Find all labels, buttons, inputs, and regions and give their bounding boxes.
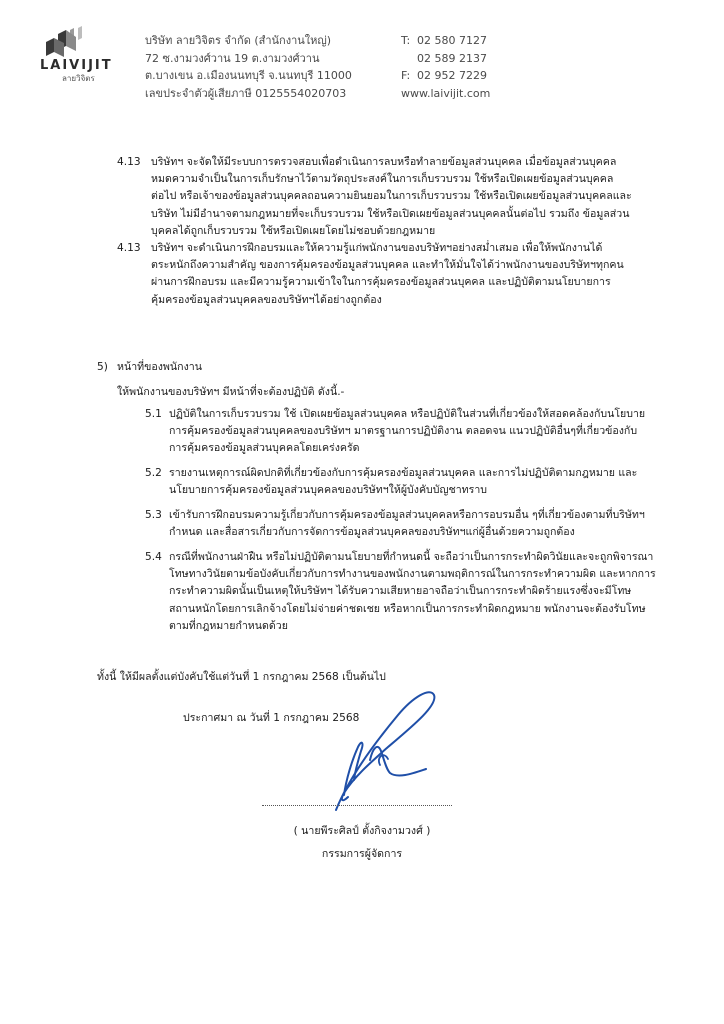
clause-line: บุคคลได้ถูกเก็บรวบรวม ใช้หรือเปิดเผยโดยไม่ชอบด้วยกฎหมาย [151, 224, 436, 237]
signer-position: กรรมการผู้จัดการ [321, 848, 403, 860]
tel-number: 02 589 2137 [417, 51, 487, 65]
logo-subtitle: ลายวิจิตร [62, 74, 95, 83]
company-line: ต.บางเขน อ.เมืองนนทบุรี จ.นนทบุรี 11000 [145, 69, 352, 82]
tel-number: 02 580 7127 [417, 34, 487, 47]
clause-line: หมดความจำเป็นในการเก็บรักษาไว้ตามวัตถุประสงค์ในการเก็บรวบรวม ใช้หรือเปิดเผยข้อมูลส่วนบุคคล [151, 173, 614, 186]
clause-line: ผ่านการฝึกอบรม และมีความรู้ความเข้าใจในการคุ้มครองข้อมูลส่วนบุคคล และปฏิบัติตามนโยบายการ [151, 276, 611, 289]
item-line: ตามที่กฎหมายกำหนดด้วย [169, 619, 288, 632]
item-number: 5.3 [145, 509, 162, 521]
fax-number: 02 952 7229 [417, 69, 487, 82]
signature-line [262, 805, 452, 806]
clause-text [151, 154, 632, 240]
company-contact [401, 32, 490, 102]
company-line: บริษัท ลายวิจิตร จำกัด (สำนักงานใหญ่) [145, 34, 332, 47]
item-line: กระทำความผิดนั้นเป็นเหตุให้บริษัทฯ ได้รับความเสียหายอาจถือว่าเป็นการกระทำผิดร้ายแรงซึ่งจะมีโทษ [169, 585, 632, 598]
effective-statement: ทั้งนี้ ให้มีผลตั้งแต่บังคับใช้แต่วันที่ 1 กรกฎาคม 2568 เป็นต้นไป [97, 671, 386, 683]
logo-text [40, 58, 120, 85]
clause-line: คุ้มครองข้อมูลส่วนบุคคลของบริษัทฯได้อย่างถูกต้อง [151, 293, 382, 306]
clause-line: บริษัท ไม่มีอำนาจตามกฎหมายที่จะเก็บรวบรวม ใช้หรือเปิดเผยข้อมูลส่วนบุคคลนั้นต่อไป รวมถึง ข้อมูลส่วน [151, 207, 630, 220]
website-link[interactable]: www.laivijit.com [401, 86, 491, 100]
item-line: โทษทางวินัยตามข้อบังคับเกี่ยวกับการทำงานของพนักงานตามพฤติการณ์ในการกระทำความผิด และหากการ [169, 568, 656, 581]
item-text [169, 465, 637, 499]
item-line: กำหนด และสื่อสารเกี่ยวกับการจัดการข้อมูลส่วนบุคคลของบริษัทฯแก่ผู้อื่นด้วยความถูกต้อง [169, 526, 575, 539]
clause-line: ต่อไป หรือเจ้าของข้อมูลส่วนบุคคลถอนความยินยอมในการเก็บรวบรวม ใช้หรือเปิดเผยข้อมูลส่วนบุคคลและ [151, 190, 632, 203]
clause-line: บริษัทฯ จะดำเนินการฝึกอบรมและให้ความรู้แก่พนักงานของบริษัทฯอย่างสม่ำเสมอ เพื่อให้พนักงานได้ [151, 242, 603, 254]
fax-label: F: [401, 69, 411, 82]
company-line: 72 ซ.งามวงศ์วาน 19 ต.งามวงศ์วาน [145, 51, 320, 65]
item-text [169, 549, 656, 635]
item-line: เข้ารับการฝึกอบรมความรู้เกี่ยวกับการคุ้มครองข้อมูลส่วนบุคคลหรือการอบรมอื่น ๆที่เกี่ยวข้องตามที่บริษัทฯ [169, 509, 645, 521]
item-line: สถานหนักโดยการเลิกจ้างโดยไม่จ่ายค่าชดเชย หรือหากเป็นการกระทำผิดกฎหมาย พนักงานจะต้องรับโทษ [169, 602, 646, 615]
item-number: 5.4 [145, 551, 162, 563]
item-line: รายงานเหตุการณ์ผิดปกติที่เกี่ยวข้องกับการคุ้มครองข้อมูลส่วนบุคคล และการไม่ปฏิบัติตามกฎหมาย และ [169, 467, 638, 479]
clause-number: 4.13 [117, 156, 141, 168]
item-line: ปฏิบัติในการเก็บรวบรวม ใช้ เปิดเผยข้อมูลส่วนบุคคล หรือปฏิบัติในส่วนที่เกี่ยวข้องให้สอดคล้องกับนโยบาย [169, 408, 646, 420]
item-line: การคุ้มครองข้อมูลส่วนบุคคลโดยเคร่งครัด [169, 442, 360, 455]
tel-label: T: [401, 34, 411, 47]
signer-name: ( นายพีระศิลป์ ตั้งกิจงามวงศ์ ) [293, 825, 431, 837]
item-number: 5.2 [145, 467, 162, 479]
company-line: เลขประจำตัวผู้เสียภาษี 0125554020703 [145, 86, 347, 100]
section-heading: หน้าที่ของพนักงาน [117, 361, 202, 373]
section-intro: ให้พนักงานของบริษัทฯ มีหน้าที่จะต้องปฏิบัติ ดังนี้.- [117, 386, 345, 398]
clause-text [151, 240, 624, 309]
clause-line: ตระหนักถึงความสำคัญ ของการคุ้มครองข้อมูลส่วนบุคคล และทำให้มั่นใจได้ว่าพนักงานของบริษัทฯทุกคน [151, 259, 624, 272]
item-number: 5.1 [145, 408, 162, 420]
company-address [145, 32, 352, 102]
section-number: 5) [97, 361, 108, 373]
announcement-date: ประกาศมา ณ วันที่ 1 กรกฎาคม 2568 [183, 712, 360, 724]
handwritten-signature [318, 685, 448, 815]
clause-number: 4.13 [117, 242, 141, 254]
item-text [169, 406, 645, 458]
item-line: กรณีที่พนักงานฝ่าฝืน หรือไม่ปฏิบัติตามนโยบายที่กำหนดนี้ จะถือว่าเป็นการกระทำผิดวินัยและจะถูกพิจารณา [169, 551, 654, 563]
clause-line: บริษัทฯ จะจัดให้มีระบบการตรวจสอบเพื่อดำเนินการลบหรือทำลายข้อมูลส่วนบุคคล เมื่อข้อมูลส่วนบุคคล [151, 156, 617, 168]
item-text [169, 507, 645, 541]
logo-name: LAIVIJIT [40, 58, 113, 73]
item-line: นโยบายการคุ้มครองข้อมูลส่วนบุคคลของบริษัทฯให้ผู้บังคับบัญชาทราบ [169, 484, 487, 497]
item-line: การคุ้มครองข้อมูลส่วนบุคคลของบริษัทฯ มาตรฐานการปฏิบัติงาน ตลอดจน แนวปฏิบัติอื่นๆที่เกี่ยวข้องกับ [169, 425, 638, 438]
